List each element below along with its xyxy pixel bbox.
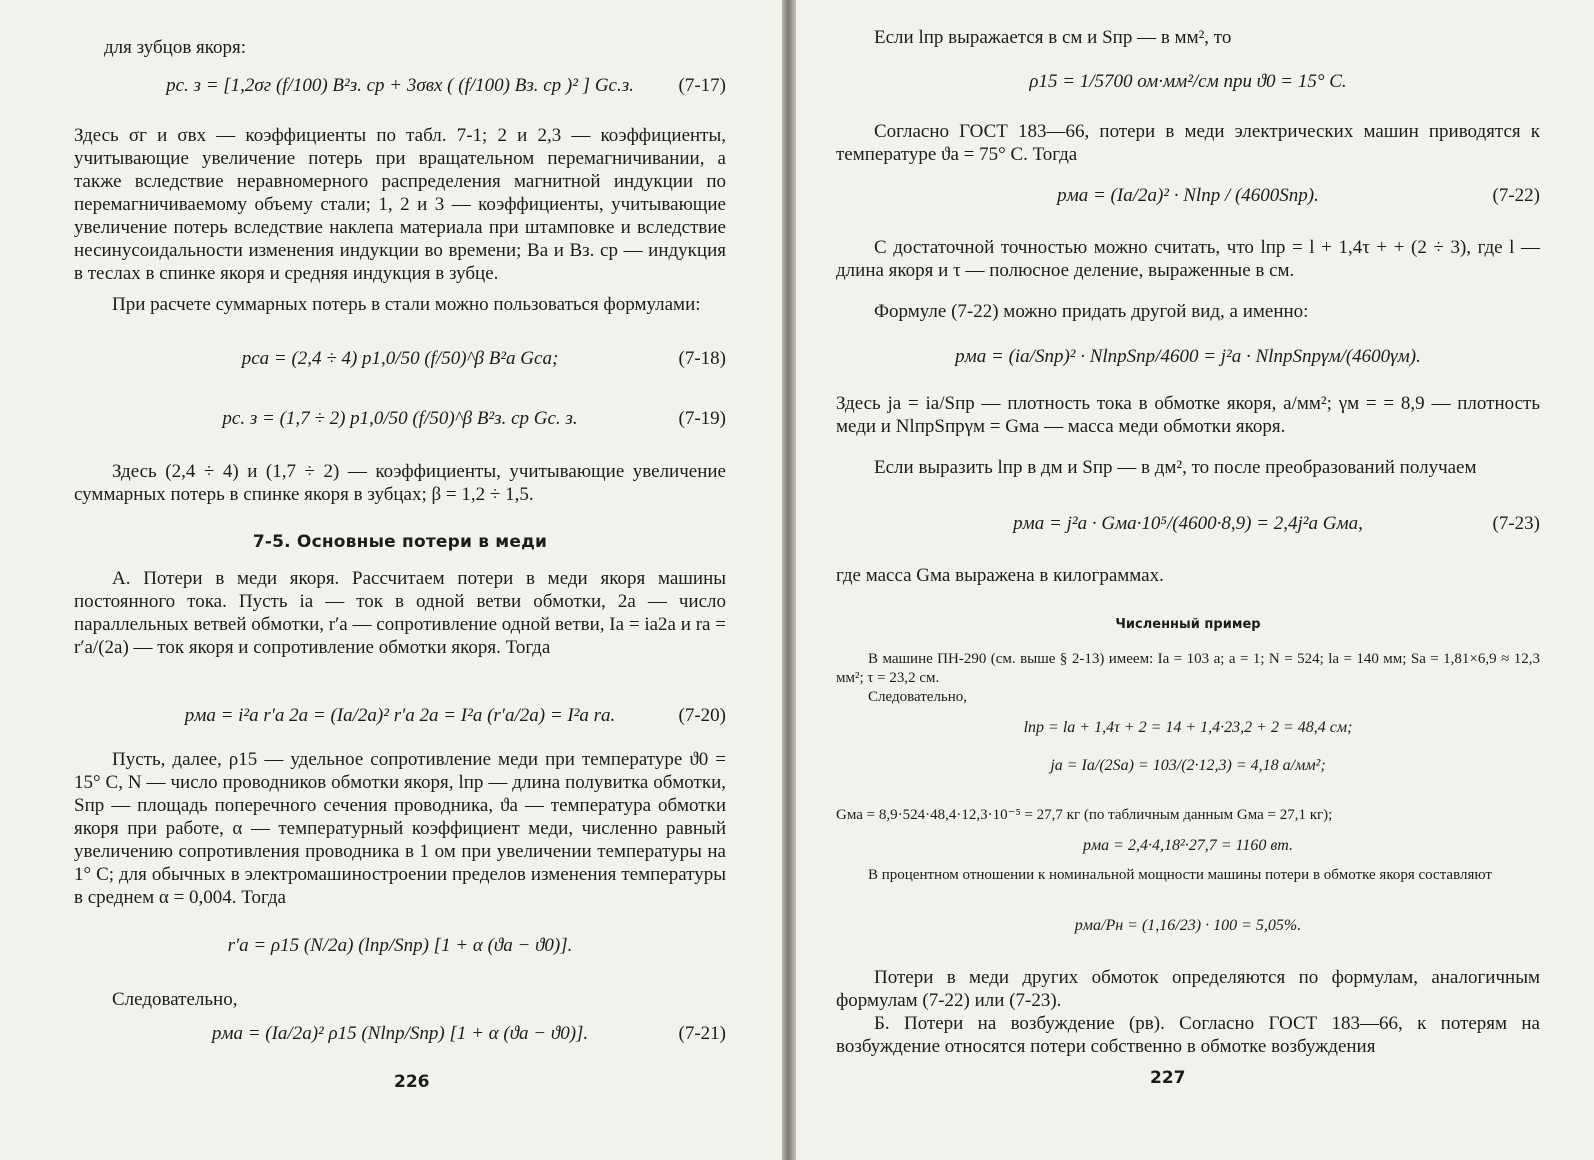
paragraph: При расчете суммарных потерь в стали можно пользоваться формулами: [112, 294, 701, 315]
paragraph: Потери в меди других обмоток определяются по формулам, аналогичным формулам (7-22) или (7-23). [836, 967, 1540, 1011]
paragraph: Формуле (7-22) можно придать другой вид, а именно: [874, 301, 1309, 322]
equation-alt-form: pма = (ia/Sпр)² · NlпрSпр/4600 = j²a · NlпрSпрγм/(4600γм). [955, 346, 1421, 367]
example-equation-pma: pма = 2,4·4,18²·27,7 = 1160 вт. [1082, 837, 1294, 854]
paragraph: Здесь σг и σвх — коэффициенты по табл. 7-1; 2 и 2,3 — коэффициенты, учитывающие увеличение потерь при вращательном перемагничивании, а также вследствие неравномерного распределения магнитной индукции по перемагничиваемому объему стали; 1, 2 и 3 — коэффициенты, учитывающие увеличение потерь вследствие наклепа материала при штамповке и вследствие несинусоидальности изменения индукции во времени; Ba и Bз. ср — индукция в теслах в спинке якоря и средняя индукция в зубце. [74, 125, 726, 284]
example-equation-lpr: lпр = la + 1,4τ + 2 = 14 + 1,4·23,2 + 2 = 48,4 см; [1023, 719, 1353, 736]
paragraph: Б. Потери на возбуждение (pв). Согласно ГОСТ 183—66, к потерям на возбуждение относятся потери собственно в обмотке возбуждения [836, 1013, 1540, 1057]
paragraph: Пусть, далее, ρ15 — удельное сопротивление меди при температуре ϑ0 = 15° C, N — число проводников обмотки якоря, lпр — длина полувитка обмотки, Sпр — площадь поперечного сечения проводника, ϑa — температура обмотки якоря при работе, α — температурный коэффициент меди, численно равный увеличению сопротивления проводника в 1 ом при увеличении температуры на 1° C; для обычных в электромашиностроении пределов изменения температуры в среднем α = 0,004. Тогда [74, 749, 726, 908]
book-gutter [782, 0, 796, 1160]
example-equation-ja: ja = Ia/(2Sa) = 103/(2·12,3) = 4,18 а/мм²; [1050, 757, 1326, 774]
equation-7-22: pма = (Ia/2a)² · Nlпр / (4600Sпр). (7-22) [1057, 185, 1540, 206]
paragraph: Здесь (2,4 ÷ 4) и (1,7 ÷ 2) — коэффициенты, учитывающие увеличение суммарных потерь в спинке якоря в зубцах; β = 1,2 ÷ 1,5. [74, 461, 726, 505]
equation-7-18: pca = (2,4 ÷ 4) p1,0/50 (f/50)^β B²a Gca; (7-18) [241, 348, 726, 369]
equation-rho15: ρ15 = 1/5700 ом·мм²/см при ϑ0 = 15° C. [1029, 71, 1347, 92]
example-paragraph: Gма = 8,9·524·48,4·12,3·10⁻⁵ = 27,7 кг (по табличным данным Gма = 27,1 кг); [836, 807, 1333, 823]
example-equation-percent: pма/Pн = (1,16/23) · 100 = 5,05%. [1074, 917, 1302, 934]
page-number: 226 [394, 1072, 430, 1092]
equation-7-20: pма = i²a r′a 2a = (Ia/2a)² r′a 2a = I²a (r′a/2a) = I²a ra. (7-20) [184, 705, 726, 726]
right-page [796, 0, 1594, 1160]
paragraph: Согласно ГОСТ 183—66, потери в меди электрических машин приводятся к температуре ϑa = 75° C. Тогда [836, 121, 1540, 165]
equation-resistance: r′a = ρ15 (N/2a) (lпр/Sпр) [1 + α (ϑa − ϑ0)]. [227, 935, 573, 956]
equation-7-21: pма = (Ia/2a)² ρ15 (Nlпр/Sпр) [1 + α (ϑa − ϑ0)]. (7-21) [211, 1023, 726, 1044]
paragraph: С достаточной точностью можно считать, что lпр = l + 1,4τ + + (2 ÷ 3), где l — длина якоря и τ — полюсное деление, выраженные в см. [836, 237, 1540, 281]
equation-7-19: pс. з = (1,7 ÷ 2) p1,0/50 (f/50)^β B²з. ср Gс. з. (7-19) [222, 408, 726, 429]
equation-7-17: pс. з = [1,2σг (f/100) B²з. ср + 3σвх ( (f/100) Bз. ср )² ] Gс.з. (7-17) [166, 75, 726, 96]
page-number: 227 [1150, 1068, 1186, 1088]
paragraph: Если выразить lпр в дм и Sпр — в дм², то после преобразований получаем [874, 457, 1477, 478]
paragraph: Здесь ja = ia/Sпр — плотность тока в обмотке якоря, а/мм²; γм = = 8,9 — плотность меди и NlпрSпрγм = Gма — масса меди обмотки якоря. [836, 393, 1540, 437]
equation-7-23: pма = j²a · Gма·10⁵/(4600·8,9) = 2,4j²a Gма, (7-23) [1013, 513, 1540, 534]
paragraph: где масса Gма выражена в килограммах. [836, 565, 1164, 586]
paragraph: Следовательно, [112, 989, 238, 1010]
paragraph: А. Потери в меди якоря. Рассчитаем потери в меди якоря машины постоянного тока. Пусть ia — ток в одной ветви обмотки, 2a — число параллельных ветвей обмотки, r′a — сопротивление одной ветви, Ia = ia2a и ra = r′a/(2a) — ток якоря и сопротивление обмотки якоря. Тогда [74, 568, 726, 658]
example-paragraph: В машине ПН-290 (см. выше § 2-13) имеем: Ia = 103 а; a = 1; N = 524; la = 140 мм; Sa = 1,81×6,9 ≈ 12,3 мм²; τ = 23,2 см. [836, 651, 1540, 686]
paragraph: Если lпр выражается в см и Sпр — в мм², то [874, 27, 1232, 48]
example-heading: Численный пример [1115, 617, 1261, 632]
left-page [0, 0, 782, 1160]
section-heading: 7-5. Основные потери в меди [252, 532, 548, 552]
example-paragraph: В процентном отношении к номинальной мощности машины потери в обмотке якоря составляют [868, 867, 1492, 883]
paragraph: для зубцов якоря: [104, 37, 247, 58]
example-paragraph: Следовательно, [868, 689, 968, 705]
